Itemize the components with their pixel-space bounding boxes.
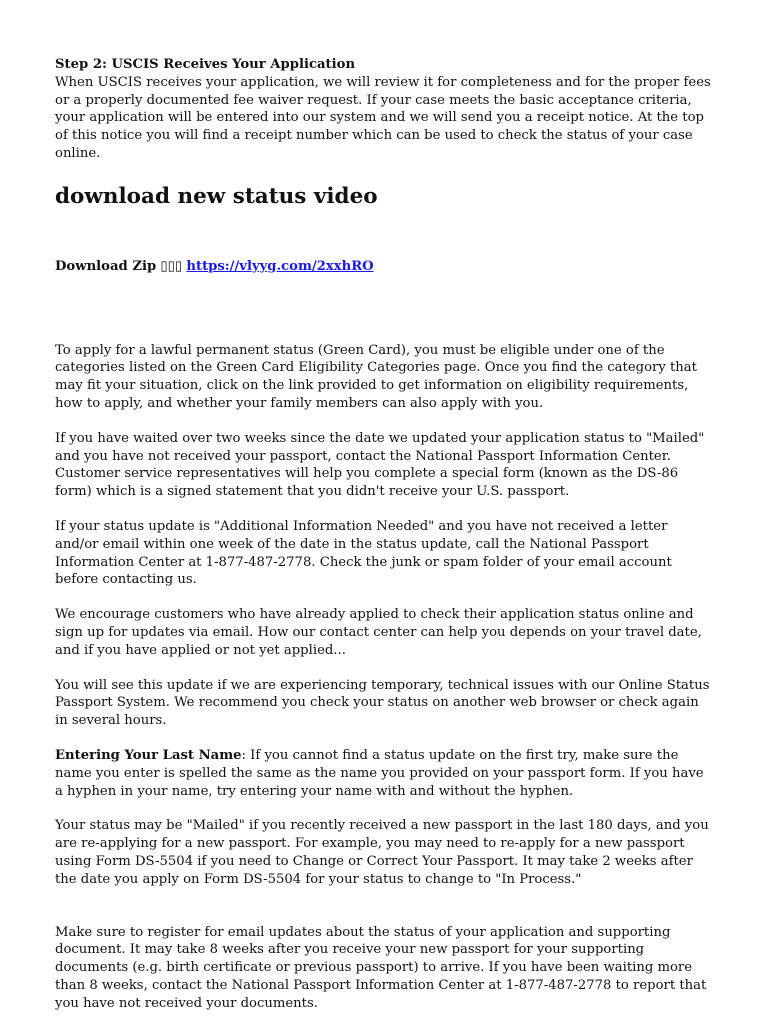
page-title: download new status video (55, 183, 378, 209)
download-link[interactable]: https://vlyyg.com/2xxhRO (186, 258, 374, 274)
missing-glyphs: ▯▯▯ (160, 258, 183, 274)
paragraph-green-card: To apply for a lawful permanent status (Green Card), you must be eligible under one of the categories listed on the Green Card Eligibility Categories page. Once you find the category that may fit your situation, click on the link provided to get information on eligibility requirements, how to apply, and whether your family members can also apply with you. (55, 342, 697, 411)
paragraph-email-updates: Make sure to register for email updates about the status of your application and supporting document. It may take 8 weeks after you receive your new passport for your supporting documents (e.g. birth certificate or previous passport) to arrive. If you have been waiting more than 8 weeks, contact the National Passport Information Center at 1-877-487-2778 to report that you have not received your documents. (55, 924, 707, 1011)
download-label: Download Zip (55, 258, 157, 274)
step-paragraph: When USCIS receives your application, we will review it for completeness and for the proper fees or a properly documented fee waiver request. If your case meets the basic acceptance criteria, your application will be entered into our system and we will send you a receipt notice. At the top of this notice you will find a receipt number which can be used to check the status of your case online. (55, 74, 711, 161)
paragraph-check-status: We encourage customers who have already applied to check their application status online and sign up for updates via email. How our contact center can help you depends on your travel date, and if you have applied or not yet applied... (55, 607, 702, 658)
paragraph-technical-issues: You will see this update if we are experiencing temporary, technical issues with our Online Status Passport System. We recommend you check your status on another web browser or check again in several hours. (55, 677, 710, 729)
step-heading: Step 2: USCIS Receives Your Application (55, 57, 356, 72)
paragraph-last-name (55, 747, 715, 800)
last-name-lead: Entering Your Last Name (55, 747, 242, 763)
last-name-text: : If you cannot find a status update on the first try, make sure the name you enter is spelled the same as the name you provided on your passport form. If you have a hyphen in your name, try entering your name with and without the hyphen. (55, 747, 704, 799)
paragraph-mailed-status: If you have waited over two weeks since the date we updated your application status to "Mailed" and you have not received your passport, contact the National Passport Information Center. Customer service representatives will help you complete a special form (known as the DS-86 form) which is a signed statement that you didn't receive your U.S. passport. (55, 430, 705, 500)
download-line (55, 258, 715, 276)
paragraph-additional-info: If your status update is "Additional Information Needed" and you have not received a letter and/or email within one week of the date in the status update, call the National Passport Information Center at 1-877-487-2778. Check the junk or spam folder of your email account before contacting us. (55, 518, 672, 588)
paragraph-reapply: Your status may be "Mailed" if you recently received a new passport in the last 180 days, and you are re-applying for a new passport. For example, you may need to re-apply for a new passport using Form DS-5504 if you need to Change or Correct Your Passport. It may take 2 weeks after the date you apply on Form DS-5504 for your status to change to "In Process." (55, 818, 709, 887)
